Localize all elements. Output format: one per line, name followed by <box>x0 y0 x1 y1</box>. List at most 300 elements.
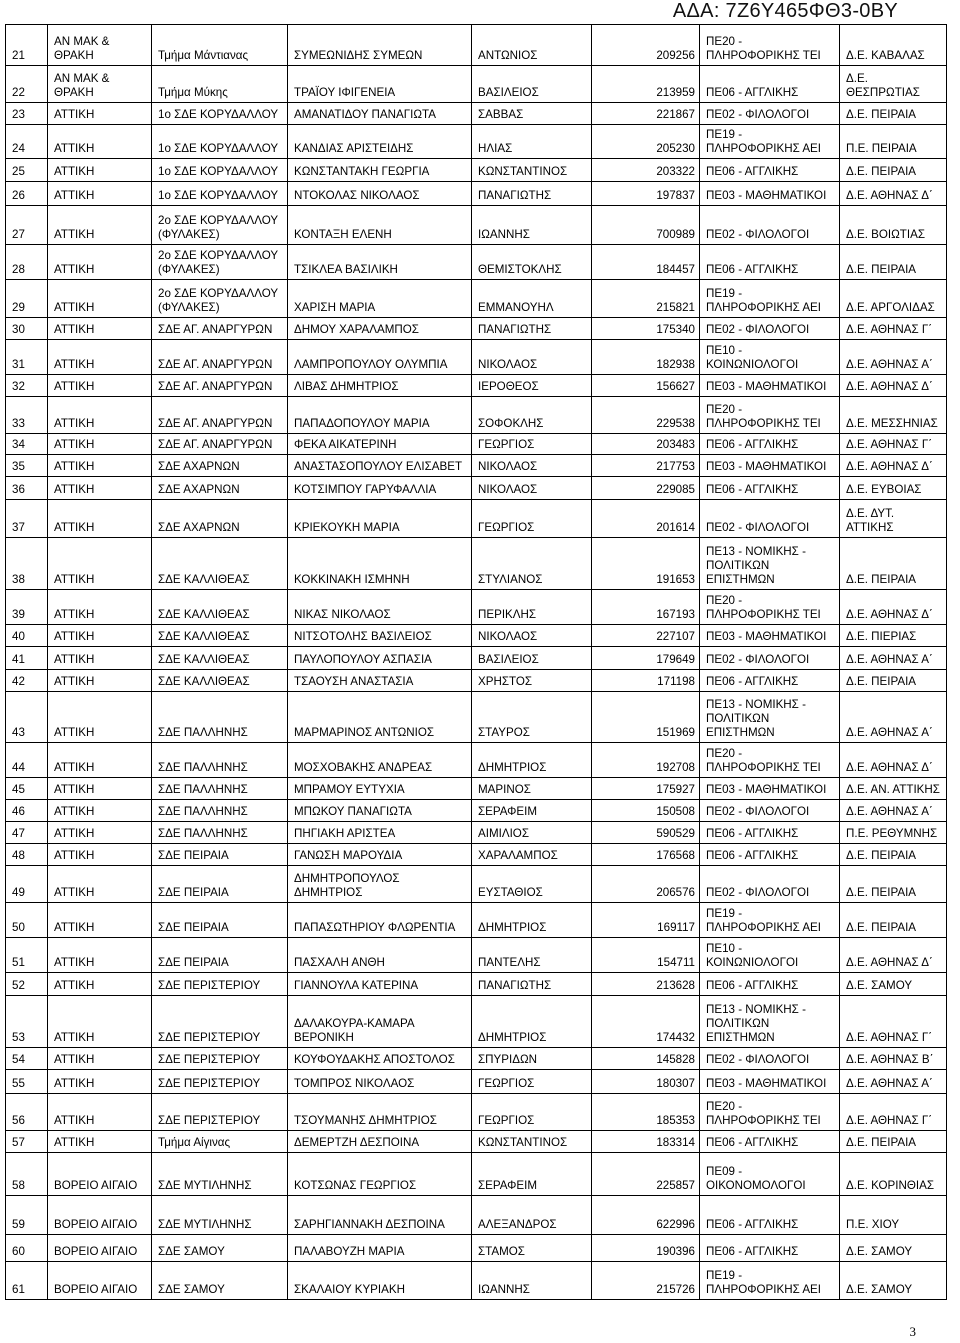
teacher-name-cell: ΓΑΝΩΣΗ ΜΑΡΟΥΔΙΑ <box>288 844 472 866</box>
region-cell: ΒΟΡΕΙΟ ΑΙΓΑΙΟ <box>48 1196 152 1235</box>
directorate-cell: Δ.Ε. ΑΘΗΝΑΣ Δ΄ <box>840 182 947 206</box>
row-number-cell: 31 <box>6 340 48 375</box>
row-number-cell: 37 <box>6 500 48 538</box>
specialty-cell: ΠΕ19 - ΠΛΗΡΟΦΟΡΙΚΗΣ ΑΕΙ <box>700 903 840 938</box>
directorate-cell: Δ.Ε. ΠΕΙΡΑΙΑ <box>840 538 947 590</box>
specialty-cell: ΠΕ06 - ΑΓΓΛΙΚΗΣ <box>700 844 840 866</box>
school-cell: ΣΔΕ ΚΑΛΛΙΘΕΑΣ <box>152 538 288 590</box>
registry-code-cell: 150508 <box>592 800 700 822</box>
region-cell: ΑΤΤΙΚΗ <box>48 340 152 375</box>
teacher-name-cell: ΑΝΑΣΤΑΣΟΠΟΥΛΟΥ ΕΛΙΣΑΒΕΤ <box>288 455 472 477</box>
row-number-cell: 40 <box>6 625 48 647</box>
specialty-cell: ΠΕ02 - ΦΙΛΟΛΟΓΟΙ <box>700 647 840 670</box>
registry-code-cell: 622996 <box>592 1196 700 1235</box>
father-name-cell: ΝΙΚΟΛΑΟΣ <box>472 477 592 500</box>
directorate-cell: Δ.Ε. ΑΘΗΝΑΣ Δ΄ <box>840 375 947 397</box>
directorate-cell: Δ.Ε. ΠΕΙΡΑΙΑ <box>840 670 947 692</box>
specialty-cell: ΠΕ06 - ΑΓΓΛΙΚΗΣ <box>700 434 840 455</box>
registry-code-cell: 229085 <box>592 477 700 500</box>
teacher-name-cell: ΔΕΜΕΡΤΖΗ ΔΕΣΠΟΙΝΑ <box>288 1131 472 1153</box>
row-number-cell: 50 <box>6 903 48 938</box>
table-row <box>6 182 947 206</box>
directorate-cell: Δ.Ε. ΠΙΕΡΙΑΣ <box>840 625 947 647</box>
region-cell: ΑΤΤΙΚΗ <box>48 822 152 844</box>
school-cell: ΣΔΕ ΠΑΛΛΗΝΗΣ <box>152 800 288 822</box>
father-name-cell: ΚΩΝΣΤΑΝΤΙΝΟΣ <box>472 159 592 182</box>
region-cell: ΑΤΤΙΚΗ <box>48 1048 152 1070</box>
father-name-cell: ΓΕΩΡΓΙΟΣ <box>472 434 592 455</box>
father-name-cell: ΕΜΜΑΝΟΥΗΛ <box>472 280 592 318</box>
directorate-cell: Δ.Ε. ΣΑΜΟΥ <box>840 1235 947 1262</box>
directorate-cell: Δ.Ε. ΑΘΗΝΑΣ Γ΄ <box>840 318 947 340</box>
specialty-cell: ΠΕ03 - ΜΑΘΗΜΑΤΙΚΟΙ <box>700 625 840 647</box>
directorate-cell: Δ.Ε. ΑΘΗΝΑΣ Γ΄ <box>840 996 947 1048</box>
directorate-cell: Δ.Ε. ΠΕΙΡΑΙΑ <box>840 866 947 903</box>
father-name-cell: ΙΩΑΝΝΗΣ <box>472 1262 592 1300</box>
table-row <box>6 103 947 125</box>
directorate-cell: Δ.Ε. ΠΕΙΡΑΙΑ <box>840 1131 947 1153</box>
school-cell: ΣΔΕ ΠΕΙΡΑΙΑ <box>152 844 288 866</box>
teacher-name-cell: ΤΣΙΚΛΕΑ ΒΑΣΙΛΙΚΗ <box>288 245 472 280</box>
table-row <box>6 340 947 375</box>
directorate-cell: Δ.Ε. ΑΡΓΟΛΙΔΑΣ <box>840 280 947 318</box>
region-cell: ΑΤΤΙΚΗ <box>48 455 152 477</box>
registry-code-cell: 215821 <box>592 280 700 318</box>
region-cell: ΑΤΤΙΚΗ <box>48 245 152 280</box>
specialty-cell: ΠΕ06 - ΑΓΓΛΙΚΗΣ <box>700 245 840 280</box>
region-cell: ΒΟΡΕΙΟ ΑΙΓΑΙΟ <box>48 1153 152 1196</box>
directorate-cell: Δ.Ε. ΒΟΙΩΤΙΑΣ <box>840 206 947 245</box>
region-cell: ΑΤΤΙΚΗ <box>48 538 152 590</box>
teacher-name-cell: ΠΑΥΛΟΠΟΥΛΟΥ ΑΣΠΑΣΙΑ <box>288 647 472 670</box>
school-cell: ΣΔΕ ΚΑΛΛΙΘΕΑΣ <box>152 590 288 625</box>
row-number-cell: 57 <box>6 1131 48 1153</box>
registry-code-cell: 215726 <box>592 1262 700 1300</box>
registry-code-cell: 176568 <box>592 844 700 866</box>
row-number-cell: 22 <box>6 66 48 103</box>
registry-code-cell: 191653 <box>592 538 700 590</box>
teacher-name-cell: ΤΟΜΠΡΟΣ ΝΙΚΟΛΑΟΣ <box>288 1070 472 1094</box>
teacher-name-cell: ΚΩΝΣΤΑΝΤΑΚΗ ΓΕΩΡΓΙΑ <box>288 159 472 182</box>
school-cell: ΣΔΕ ΑΧΑΡΝΩΝ <box>152 477 288 500</box>
father-name-cell: ΣΤΑΜΟΣ <box>472 1235 592 1262</box>
directorate-cell: Δ.Ε. ΑΘΗΝΑΣ Γ΄ <box>840 1094 947 1131</box>
specialty-cell: ΠΕ06 - ΑΓΓΛΙΚΗΣ <box>700 670 840 692</box>
specialty-cell: ΠΕ10 - ΚΟΙΝΩΝΙΟΛΟΓΟΙ <box>700 938 840 973</box>
table-row <box>6 538 947 590</box>
school-cell: ΣΔΕ ΠΕΙΡΑΙΑ <box>152 903 288 938</box>
directorate-cell: Δ.Ε. ΠΕΙΡΑΙΑ <box>840 159 947 182</box>
teacher-name-cell: ΤΣΟΥΜΑΝΗΣ ΔΗΜΗΤΡΙΟΣ <box>288 1094 472 1131</box>
region-cell: ΑΤΤΙΚΗ <box>48 647 152 670</box>
table-row <box>6 743 947 778</box>
row-number-cell: 45 <box>6 778 48 800</box>
row-number-cell: 24 <box>6 125 48 159</box>
table-row <box>6 375 947 397</box>
specialty-cell: ΠΕ06 - ΑΓΓΛΙΚΗΣ <box>700 477 840 500</box>
specialty-cell: ΠΕ06 - ΑΓΓΛΙΚΗΣ <box>700 1196 840 1235</box>
registry-code-cell: 213628 <box>592 973 700 996</box>
school-cell: ΣΔΕ ΠΕΡΙΣΤΕΡΙΟΥ <box>152 1094 288 1131</box>
directorate-cell: Π.Ε. ΠΕΙΡΑΙΑ <box>840 125 947 159</box>
registry-code-cell: 145828 <box>592 1048 700 1070</box>
registry-code-cell: 203483 <box>592 434 700 455</box>
region-cell: ΑΤΤΙΚΗ <box>48 903 152 938</box>
table-row <box>6 866 947 903</box>
table-row <box>6 1048 947 1070</box>
table-row <box>6 125 947 159</box>
table-row <box>6 670 947 692</box>
registry-code-cell: 169117 <box>592 903 700 938</box>
directorate-cell: Δ.Ε. ΜΕΣΣΗΝΙΑΣ <box>840 397 947 434</box>
specialty-cell: ΠΕ13 - ΝΟΜΙΚΗΣ - ΠΟΛΙΤΙΚΩΝ ΕΠΙΣΤΗΜΩΝ <box>700 692 840 743</box>
school-cell: ΣΔΕ ΣΑΜΟΥ <box>152 1262 288 1300</box>
table-row <box>6 844 947 866</box>
directorate-cell: Δ.Ε. ΘΕΣΠΡΩΤΙΑΣ <box>840 66 947 103</box>
registry-code-cell: 221867 <box>592 103 700 125</box>
row-number-cell: 42 <box>6 670 48 692</box>
registry-code-cell: 201614 <box>592 500 700 538</box>
row-number-cell: 23 <box>6 103 48 125</box>
school-cell: ΣΔΕ ΚΑΛΛΙΘΕΑΣ <box>152 670 288 692</box>
directorate-cell: Δ.Ε. ΣΑΜΟΥ <box>840 1262 947 1300</box>
table-row <box>6 996 947 1048</box>
row-number-cell: 36 <box>6 477 48 500</box>
school-cell: Τμήμα Αίγινας <box>152 1131 288 1153</box>
row-number-cell: 53 <box>6 996 48 1048</box>
row-number-cell: 30 <box>6 318 48 340</box>
specialty-cell: ΠΕ20 - ΠΛΗΡΟΦΟΡΙΚΗΣ ΤΕΙ <box>700 25 840 66</box>
school-cell: ΣΔΕ ΠΑΛΛΗΝΗΣ <box>152 778 288 800</box>
father-name-cell: ΑΝΤΩΝΙΟΣ <box>472 25 592 66</box>
specialty-cell: ΠΕ19 - ΠΛΗΡΟΦΟΡΙΚΗΣ ΑΕΙ <box>700 125 840 159</box>
region-cell: ΑΤΤΙΚΗ <box>48 206 152 245</box>
table-row <box>6 1131 947 1153</box>
teacher-name-cell: ΛΙΒΑΣ ΔΗΜΗΤΡΙΟΣ <box>288 375 472 397</box>
row-number-cell: 44 <box>6 743 48 778</box>
father-name-cell: ΠΑΝΑΓΙΩΤΗΣ <box>472 318 592 340</box>
region-cell: ΑΤΤΙΚΗ <box>48 938 152 973</box>
specialty-cell: ΠΕ02 - ΦΙΛΟΛΟΓΟΙ <box>700 318 840 340</box>
directorate-cell: Δ.Ε. ΑΘΗΝΑΣ Α΄ <box>840 800 947 822</box>
school-cell: ΣΔΕ ΑΓ. ΑΝΑΡΓΥΡΩΝ <box>152 318 288 340</box>
directorate-cell: Δ.Ε. ΠΕΙΡΑΙΑ <box>840 844 947 866</box>
table-row <box>6 938 947 973</box>
directorate-cell: Δ.Ε. ΑΘΗΝΑΣ Α΄ <box>840 692 947 743</box>
page-number: 3 <box>909 1324 916 1339</box>
school-cell: ΣΔΕ ΠΑΛΛΗΝΗΣ <box>152 822 288 844</box>
row-number-cell: 49 <box>6 866 48 903</box>
father-name-cell: ΣΟΦΟΚΛΗΣ <box>472 397 592 434</box>
school-cell: Τμήμα Μάντιανας <box>152 25 288 66</box>
teacher-name-cell: ΠΑΛΑΒΟΥΖΗ ΜΑΡΙΑ <box>288 1235 472 1262</box>
registry-code-cell: 154711 <box>592 938 700 973</box>
region-cell: ΑΤΤΙΚΗ <box>48 103 152 125</box>
father-name-cell: ΠΑΝΤΕΛΗΣ <box>472 938 592 973</box>
father-name-cell: ΣΤΥΛΙΑΝΟΣ <box>472 538 592 590</box>
teacher-name-cell: ΚΡΙΕΚΟΥΚΗ ΜΑΡΙΑ <box>288 500 472 538</box>
registry-code-cell: 229538 <box>592 397 700 434</box>
registry-code-cell: 184457 <box>592 245 700 280</box>
father-name-cell: ΠΑΝΑΓΙΩΤΗΣ <box>472 182 592 206</box>
father-name-cell: ΘΕΜΙΣΤΟΚΛΗΣ <box>472 245 592 280</box>
row-number-cell: 59 <box>6 1196 48 1235</box>
father-name-cell: ΙΩΑΝΝΗΣ <box>472 206 592 245</box>
specialty-cell: ΠΕ02 - ΦΙΛΟΛΟΓΟΙ <box>700 103 840 125</box>
father-name-cell: ΓΕΩΡΓΙΟΣ <box>472 1094 592 1131</box>
father-name-cell: ΣΕΡΑΦΕΙΜ <box>472 800 592 822</box>
father-name-cell: ΠΑΝΑΓΙΩΤΗΣ <box>472 973 592 996</box>
region-cell: ΑΤΤΙΚΗ <box>48 1131 152 1153</box>
school-cell: ΣΔΕ ΠΕΙΡΑΙΑ <box>152 938 288 973</box>
table-row <box>6 1070 947 1094</box>
directorate-cell: Δ.Ε. ΑΝ. ΑΤΤΙΚΗΣ <box>840 778 947 800</box>
table-row <box>6 1196 947 1235</box>
school-cell: ΣΔΕ ΑΓ. ΑΝΑΡΓΥΡΩΝ <box>152 434 288 455</box>
assignments-table <box>5 24 947 1300</box>
registry-code-cell: 190396 <box>592 1235 700 1262</box>
school-cell: ΣΔΕ ΑΓ. ΑΝΑΡΓΥΡΩΝ <box>152 340 288 375</box>
region-cell: ΑΤΤΙΚΗ <box>48 590 152 625</box>
table-row <box>6 245 947 280</box>
table-row <box>6 500 947 538</box>
registry-code-cell: 182938 <box>592 340 700 375</box>
school-cell: ΣΔΕ ΑΧΑΡΝΩΝ <box>152 500 288 538</box>
specialty-cell: ΠΕ06 - ΑΓΓΛΙΚΗΣ <box>700 1235 840 1262</box>
registry-code-cell: 179649 <box>592 647 700 670</box>
specialty-cell: ΠΕ09 - ΟΙΚΟΝΟΜΟΛΟΓΟΙ <box>700 1153 840 1196</box>
specialty-cell: ΠΕ19 - ΠΛΗΡΟΦΟΡΙΚΗΣ ΑΕΙ <box>700 1262 840 1300</box>
table-row <box>6 159 947 182</box>
father-name-cell: ΓΕΩΡΓΙΟΣ <box>472 500 592 538</box>
registry-code-cell: 225857 <box>592 1153 700 1196</box>
row-number-cell: 27 <box>6 206 48 245</box>
specialty-cell: ΠΕ02 - ΦΙΛΟΛΟΓΟΙ <box>700 500 840 538</box>
father-name-cell: ΝΙΚΟΛΑΟΣ <box>472 625 592 647</box>
directorate-cell: Δ.Ε. ΑΘΗΝΑΣ Α΄ <box>840 1070 947 1094</box>
table-row <box>6 973 947 996</box>
father-name-cell: ΗΛΙΑΣ <box>472 125 592 159</box>
directorate-cell: Δ.Ε. ΑΘΗΝΑΣ Δ΄ <box>840 455 947 477</box>
teacher-name-cell: ΚΟΥΦΟΥΔΑΚΗΣ ΑΠΟΣΤΟΛΟΣ <box>288 1048 472 1070</box>
teacher-name-cell: ΓΙΑΝΝΟΥΛΑ ΚΑΤΕΡΙΝΑ <box>288 973 472 996</box>
row-number-cell: 51 <box>6 938 48 973</box>
registry-code-cell: 227107 <box>592 625 700 647</box>
teacher-name-cell: ΜΑΡΜΑΡΙΝΟΣ ΑΝΤΩΝΙΟΣ <box>288 692 472 743</box>
specialty-cell: ΠΕ20 - ΠΛΗΡΟΦΟΡΙΚΗΣ ΤΕΙ <box>700 1094 840 1131</box>
specialty-cell: ΠΕ20 - ΠΛΗΡΟΦΟΡΙΚΗΣ ΤΕΙ <box>700 743 840 778</box>
region-cell: ΒΟΡΕΙΟ ΑΙΓΑΙΟ <box>48 1235 152 1262</box>
region-cell: ΑΤΤΙΚΗ <box>48 477 152 500</box>
directorate-cell: Δ.Ε. ΑΘΗΝΑΣ Δ΄ <box>840 590 947 625</box>
region-cell: ΑΤΤΙΚΗ <box>48 1070 152 1094</box>
teacher-name-cell: ΣΚΑΛΑΙΟΥ ΚΥΡΙΑΚΗ <box>288 1262 472 1300</box>
teacher-name-cell: ΠΑΣΧΑΛΗ ΑΝΘΗ <box>288 938 472 973</box>
region-cell: ΑΤΤΙΚΗ <box>48 1094 152 1131</box>
table-row <box>6 455 947 477</box>
father-name-cell: ΣΤΑΥΡΟΣ <box>472 692 592 743</box>
region-cell: ΑΤΤΙΚΗ <box>48 996 152 1048</box>
teacher-name-cell: ΝΙΚΑΣ ΝΙΚΟΛΑΟΣ <box>288 590 472 625</box>
region-cell: ΑΤΤΙΚΗ <box>48 778 152 800</box>
teacher-name-cell: ΣΥΜΕΩΝΙΔΗΣ ΣΥΜΕΩΝ <box>288 25 472 66</box>
row-number-cell: 46 <box>6 800 48 822</box>
table-row <box>6 206 947 245</box>
region-cell: ΑΝ ΜΑΚ & ΘΡΑΚΗ <box>48 25 152 66</box>
row-number-cell: 35 <box>6 455 48 477</box>
table-row <box>6 1235 947 1262</box>
school-cell: ΣΔΕ ΠΕΡΙΣΤΕΡΙΟΥ <box>152 996 288 1048</box>
specialty-cell: ΠΕ03 - ΜΑΘΗΜΑΤΙΚΟΙ <box>700 375 840 397</box>
registry-code-cell: 209256 <box>592 25 700 66</box>
school-cell: ΣΔΕ ΠΕΙΡΑΙΑ <box>152 866 288 903</box>
specialty-cell: ΠΕ19 - ΠΛΗΡΟΦΟΡΙΚΗΣ ΑΕΙ <box>700 280 840 318</box>
registry-code-cell: 151969 <box>592 692 700 743</box>
registry-code-cell: 192708 <box>592 743 700 778</box>
registry-code-cell: 206576 <box>592 866 700 903</box>
school-cell: ΣΔΕ ΚΑΛΛΙΘΕΑΣ <box>152 625 288 647</box>
father-name-cell: ΠΕΡΙΚΛΗΣ <box>472 590 592 625</box>
teacher-name-cell: ΚΑΝΔΙΑΣ ΑΡΙΣΤΕΙΔΗΣ <box>288 125 472 159</box>
row-number-cell: 55 <box>6 1070 48 1094</box>
teacher-name-cell: ΜΠΡΑΜΟΥ ΕΥΤΥΧΙΑ <box>288 778 472 800</box>
school-cell: 1ο ΣΔΕ ΚΟΡΥΔΑΛΛΟΥ <box>152 182 288 206</box>
father-name-cell: ΝΙΚΟΛΑΟΣ <box>472 455 592 477</box>
directorate-cell: Π.Ε. ΡΕΘΥΜΝΗΣ <box>840 822 947 844</box>
row-number-cell: 21 <box>6 25 48 66</box>
region-cell: ΑΝ ΜΑΚ & ΘΡΑΚΗ <box>48 66 152 103</box>
father-name-cell: ΒΑΣΙΛΕΙΟΣ <box>472 647 592 670</box>
school-cell: ΣΔΕ ΜΥΤΙΛΗΝΗΣ <box>152 1153 288 1196</box>
teacher-name-cell: ΜΠΩΚΟΥ ΠΑΝΑΓΙΩΤΑ <box>288 800 472 822</box>
directorate-cell: Δ.Ε. ΑΘΗΝΑΣ Β΄ <box>840 1048 947 1070</box>
teacher-name-cell: ΚΟΝΤΑΞΗ ΕΛΕΝΗ <box>288 206 472 245</box>
school-cell: Τμήμα Μύκης <box>152 66 288 103</box>
school-cell: 2ο ΣΔΕ ΚΟΡΥΔΑΛΛΟΥ (ΦΥΛΑΚΕΣ) <box>152 245 288 280</box>
region-cell: ΑΤΤΙΚΗ <box>48 625 152 647</box>
registry-code-cell: 185353 <box>592 1094 700 1131</box>
school-cell: ΣΔΕ ΠΕΡΙΣΤΕΡΙΟΥ <box>152 973 288 996</box>
row-number-cell: 29 <box>6 280 48 318</box>
specialty-cell: ΠΕ06 - ΑΓΓΛΙΚΗΣ <box>700 973 840 996</box>
school-cell: ΣΔΕ ΑΓ. ΑΝΑΡΓΥΡΩΝ <box>152 397 288 434</box>
region-cell: ΑΤΤΙΚΗ <box>48 280 152 318</box>
school-cell: ΣΔΕ ΣΑΜΟΥ <box>152 1235 288 1262</box>
table-row <box>6 903 947 938</box>
registry-code-cell: 180307 <box>592 1070 700 1094</box>
directorate-cell: Δ.Ε. ΑΘΗΝΑΣ Α΄ <box>840 340 947 375</box>
row-number-cell: 25 <box>6 159 48 182</box>
row-number-cell: 39 <box>6 590 48 625</box>
table-row <box>6 822 947 844</box>
father-name-cell: ΕΥΣΤΑΘΙΟΣ <box>472 866 592 903</box>
directorate-cell: Δ.Ε. ΑΘΗΝΑΣ Α΄ <box>840 647 947 670</box>
school-cell: ΣΔΕ ΠΑΛΛΗΝΗΣ <box>152 743 288 778</box>
registry-code-cell: 156627 <box>592 375 700 397</box>
school-cell: 1ο ΣΔΕ ΚΟΡΥΔΑΛΛΟΥ <box>152 103 288 125</box>
row-number-cell: 41 <box>6 647 48 670</box>
father-name-cell: ΑΙΜΙΛΙΟΣ <box>472 822 592 844</box>
specialty-cell: ΠΕ03 - ΜΑΘΗΜΑΤΙΚΟΙ <box>700 778 840 800</box>
teacher-name-cell: ΦΕΚΑ ΑΙΚΑΤΕΡΙΝΗ <box>288 434 472 455</box>
specialty-cell: ΠΕ02 - ΦΙΛΟΛΟΓΟΙ <box>700 866 840 903</box>
father-name-cell: ΜΑΡΙΝΟΣ <box>472 778 592 800</box>
region-cell: ΑΤΤΙΚΗ <box>48 375 152 397</box>
table-row <box>6 1153 947 1196</box>
row-number-cell: 34 <box>6 434 48 455</box>
directorate-cell: Δ.Ε. ΔΥΤ. ΑΤΤΙΚΗΣ <box>840 500 947 538</box>
registry-code-cell: 197837 <box>592 182 700 206</box>
specialty-cell: ΠΕ06 - ΑΓΓΛΙΚΗΣ <box>700 66 840 103</box>
specialty-cell: ΠΕ20 - ΠΛΗΡΟΦΟΡΙΚΗΣ ΤΕΙ <box>700 590 840 625</box>
teacher-name-cell: ΜΟΣΧΟΒΑΚΗΣ ΑΝΔΡΕΑΣ <box>288 743 472 778</box>
teacher-name-cell: ΚΟΤΣΙΜΠΟΥ ΓΑΡΥΦΑΛΛΙΑ <box>288 477 472 500</box>
father-name-cell: ΧΡΗΣΤΟΣ <box>472 670 592 692</box>
table-row <box>6 625 947 647</box>
teacher-name-cell: ΛΑΜΠΡΟΠΟΥΛΟΥ ΟΛΥΜΠΙΑ <box>288 340 472 375</box>
region-cell: ΑΤΤΙΚΗ <box>48 397 152 434</box>
directorate-cell: Δ.Ε. ΑΘΗΝΑΣ Δ΄ <box>840 938 947 973</box>
row-number-cell: 52 <box>6 973 48 996</box>
school-cell: ΣΔΕ ΑΓ. ΑΝΑΡΓΥΡΩΝ <box>152 375 288 397</box>
row-number-cell: 47 <box>6 822 48 844</box>
school-cell: 1ο ΣΔΕ ΚΟΡΥΔΑΛΛΟΥ <box>152 125 288 159</box>
father-name-cell: ΒΑΣΙΛΕΙΟΣ <box>472 66 592 103</box>
school-cell: ΣΔΕ ΚΑΛΛΙΘΕΑΣ <box>152 647 288 670</box>
father-name-cell: ΑΛΕΞΑΝΔΡΟΣ <box>472 1196 592 1235</box>
directorate-cell: Δ.Ε. ΕΥΒΟΙΑΣ <box>840 477 947 500</box>
region-cell: ΑΤΤΙΚΗ <box>48 125 152 159</box>
region-cell: ΑΤΤΙΚΗ <box>48 159 152 182</box>
specialty-cell: ΠΕ10 - ΚΟΙΝΩΝΙΟΛΟΓΟΙ <box>700 340 840 375</box>
table-row <box>6 318 947 340</box>
father-name-cell: ΚΩΝΣΤΑΝΤΙΝΟΣ <box>472 1131 592 1153</box>
ada-identifier: ΑΔΑ: 7Ζ6Υ465ΦΘ3-0ΒΥ <box>672 0 898 22</box>
teacher-name-cell: ΑΜΑΝΑΤΙΔΟΥ ΠΑΝΑΓΙΩΤΑ <box>288 103 472 125</box>
directorate-cell: Π.Ε. ΧΙΟΥ <box>840 1196 947 1235</box>
region-cell: ΑΤΤΙΚΗ <box>48 844 152 866</box>
region-cell: ΑΤΤΙΚΗ <box>48 743 152 778</box>
teacher-name-cell: ΠΑΠΑΣΩΤΗΡΙΟΥ ΦΛΩΡΕΝΤΙΑ <box>288 903 472 938</box>
directorate-cell: Δ.Ε. ΑΘΗΝΑΣ Δ΄ <box>840 743 947 778</box>
table-row <box>6 397 947 434</box>
region-cell: ΑΤΤΙΚΗ <box>48 800 152 822</box>
father-name-cell: ΧΑΡΑΛΑΜΠΟΣ <box>472 844 592 866</box>
school-cell: ΣΔΕ ΜΥΤΙΛΗΝΗΣ <box>152 1196 288 1235</box>
school-cell: 2ο ΣΔΕ ΚΟΡΥΔΑΛΛΟΥ (ΦΥΛΑΚΕΣ) <box>152 280 288 318</box>
table-row <box>6 692 947 743</box>
row-number-cell: 43 <box>6 692 48 743</box>
school-cell: ΣΔΕ ΠΕΡΙΣΤΕΡΙΟΥ <box>152 1048 288 1070</box>
teacher-name-cell: ΝΤΟΚΟΛΑΣ ΝΙΚΟΛΑΟΣ <box>288 182 472 206</box>
teacher-name-cell: ΤΡΑΪΟΥ ΙΦΙΓΕΝΕΙΑ <box>288 66 472 103</box>
region-cell: ΑΤΤΙΚΗ <box>48 500 152 538</box>
row-number-cell: 32 <box>6 375 48 397</box>
teacher-name-cell: ΝΙΤΣΟΤΟΛΗΣ ΒΑΣΙΛΕΙΟΣ <box>288 625 472 647</box>
registry-code-cell: 167193 <box>592 590 700 625</box>
table-row <box>6 66 947 103</box>
row-number-cell: 26 <box>6 182 48 206</box>
specialty-cell: ΠΕ02 - ΦΙΛΟΛΟΓΟΙ <box>700 800 840 822</box>
specialty-cell: ΠΕ03 - ΜΑΘΗΜΑΤΙΚΟΙ <box>700 455 840 477</box>
teacher-name-cell: ΔΗΜΗΤΡΟΠΟΥΛΟΣ ΔΗΜΗΤΡΙΟΣ <box>288 866 472 903</box>
teacher-name-cell: ΠΑΠΑΔΟΠΟΥΛΟΥ ΜΑΡΙΑ <box>288 397 472 434</box>
registry-code-cell: 175927 <box>592 778 700 800</box>
father-name-cell: ΔΗΜΗΤΡΙΟΣ <box>472 903 592 938</box>
teacher-name-cell: ΠΗΓΙΑΚΗ ΑΡΙΣΤΕΑ <box>288 822 472 844</box>
registry-code-cell: 217753 <box>592 455 700 477</box>
row-number-cell: 38 <box>6 538 48 590</box>
